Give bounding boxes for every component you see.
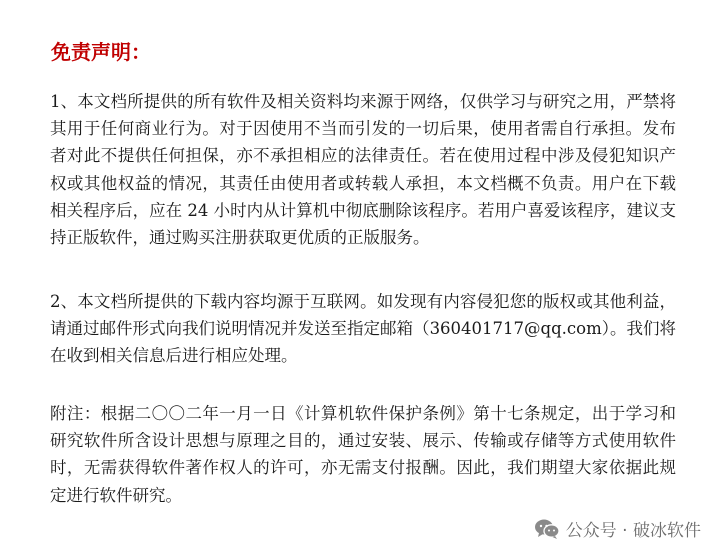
paragraph-usage-terms: 1、本文档所提供的所有软件及相关资料均来源于网络，仅供学习与研究之用，严禁将其用于任何商业行为。对于因使用不当而引发的一切后果，使用者需自行承担。发布者对此不提供任何担保，亦不承担相应的法律责任。若在使用过程中涉及侵犯知识产权或其他权益的情况，其责任由使用者或转载人承担，本文档概不负责。用户在下载相关程序后，应在 24 小时内从计算机中彻底删除该程序。若用户喜爱该程序，建议支持正版软件，通过购买注册获取更优质的正版服务。	[50, 92, 676, 248]
paragraph-copyright-contact: 2、本文档所提供的下载内容均源于互联网。如发现有内容侵犯您的版权或其他利益，请通过邮件形式向我们说明情况并发送至指定邮箱（360401717@qq.com）。我们将在收到相关信息后进行相应处理。	[50, 292, 676, 366]
wechat-watermark	[534, 516, 701, 541]
wechat-icon	[534, 518, 560, 540]
watermark-text: 公众号 · 破冰软件	[565, 521, 701, 541]
paragraph-legal-note: 附注：根据二〇〇二年一月一日《计算机软件保护条例》第十七条规定，出于学习和研究软件所含设计思想与原理之目的，通过安装、展示、传输或存储等方式使用软件时，无需获得软件著作权人的许可，亦无需支付报酬。因此，我们期望大家依据此规定进行软件研究。	[50, 404, 676, 505]
disclaimer-title: 免责声明：	[51, 40, 151, 64]
